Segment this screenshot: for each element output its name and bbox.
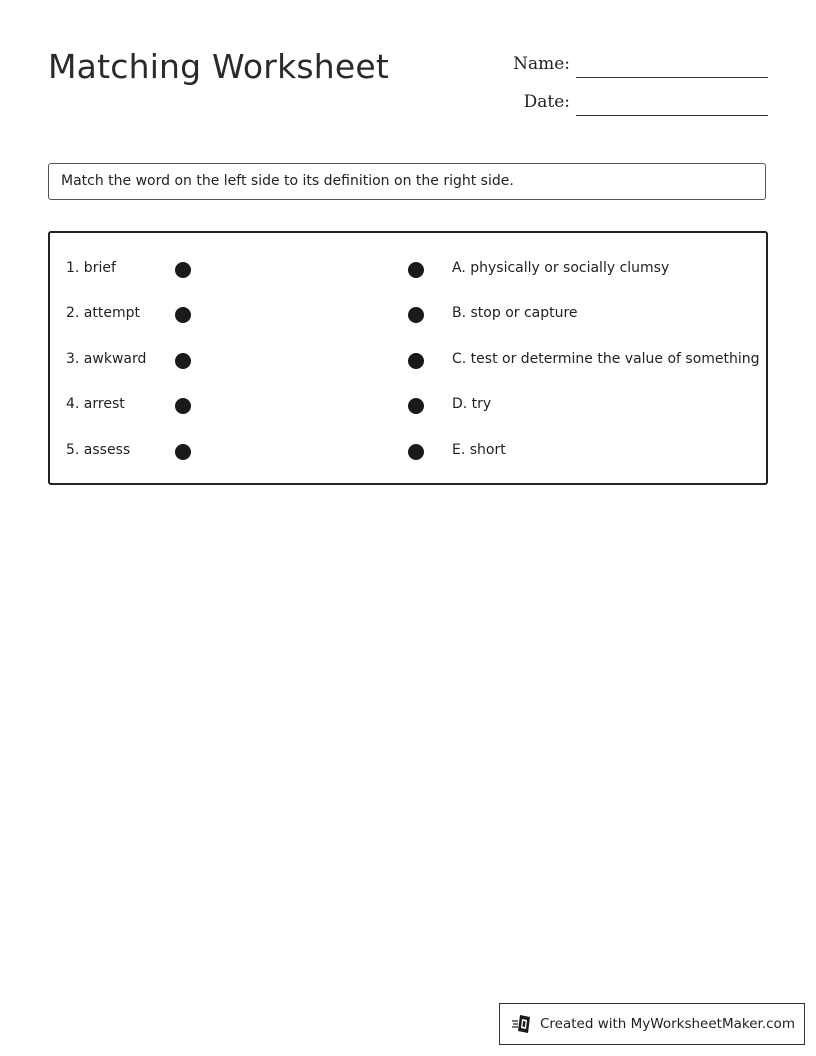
word-item: 4. arrest (66, 396, 125, 412)
definition-item: B. stop or capture (452, 305, 578, 321)
word-item: 1. brief (66, 260, 116, 276)
word-dot[interactable] (175, 307, 191, 323)
footer-text: Created with MyWorksheetMaker.com (540, 1016, 795, 1032)
match-row (50, 440, 766, 464)
definition-item: D. try (452, 396, 492, 412)
date-line (576, 115, 768, 116)
matching-box (48, 231, 768, 485)
definition-dot[interactable] (408, 353, 424, 369)
word-item: 5. assess (66, 442, 131, 458)
match-row (50, 349, 766, 373)
definition-item: C. test or determine the value of something (452, 351, 760, 367)
name-field (500, 48, 768, 78)
definition-item: A. physically or socially clumsy (452, 260, 670, 276)
match-row (50, 258, 766, 282)
instructions-box (48, 163, 766, 200)
date-label: Date: (523, 92, 570, 112)
page-title: Matching Worksheet (48, 47, 390, 86)
match-row (50, 394, 766, 418)
footer-badge (499, 1003, 805, 1045)
word-dot[interactable] (175, 398, 191, 414)
name-label: Name: (513, 54, 570, 74)
word-dot[interactable] (175, 444, 191, 460)
definition-dot[interactable] (408, 262, 424, 278)
instructions-text: Match the word on the left side to its definition on the right side. (61, 173, 514, 189)
name-line (576, 77, 768, 78)
definition-dot[interactable] (408, 307, 424, 323)
word-item: 2. attempt (66, 305, 140, 321)
match-row (50, 303, 766, 327)
date-field (500, 86, 768, 116)
word-dot[interactable] (175, 262, 191, 278)
definition-item: E. short (452, 442, 506, 458)
definition-dot[interactable] (408, 444, 424, 460)
word-item: 3. awkward (66, 351, 147, 367)
worksheet-maker-logo-icon (512, 1014, 534, 1034)
word-dot[interactable] (175, 353, 191, 369)
definition-dot[interactable] (408, 398, 424, 414)
